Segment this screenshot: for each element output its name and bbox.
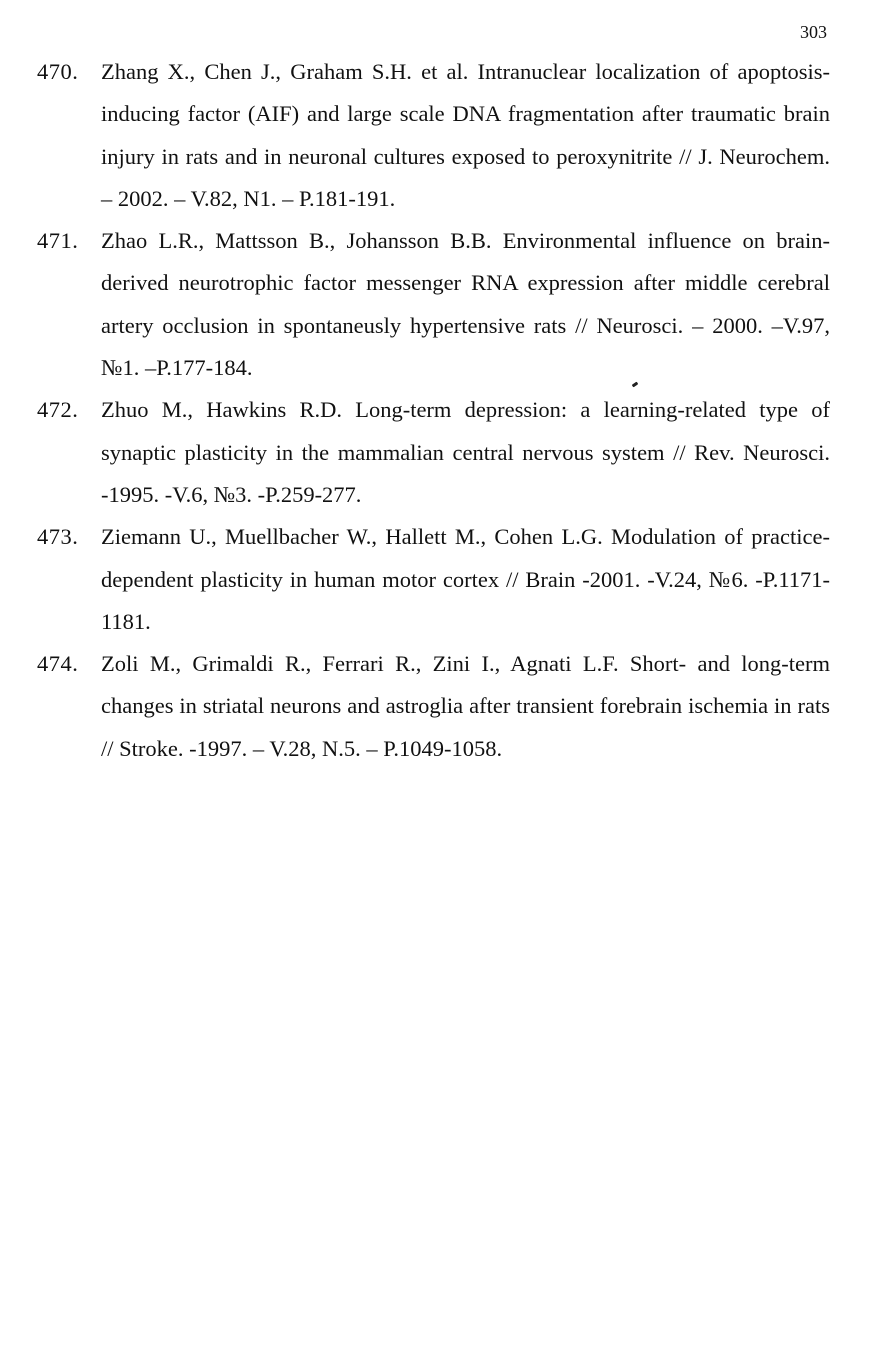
reference-item bbox=[37, 51, 830, 220]
reference-list bbox=[37, 51, 830, 770]
reference-text: Ziemann U., Muellbacher W., Hallett M., Cohen L.G. Modulation of practice-dependent plasticity in human motor cortex // Brain -2001. -V.24, №6. -P.1171-1181. bbox=[101, 524, 830, 634]
reference-number: 474. bbox=[37, 651, 79, 677]
reference-number: 473. bbox=[37, 524, 79, 550]
reference-item bbox=[37, 389, 830, 516]
reference-number: 471. bbox=[37, 228, 79, 254]
reference-number: 470. bbox=[37, 59, 79, 84]
reference-item bbox=[37, 643, 830, 770]
reference-item bbox=[37, 516, 830, 643]
reference-item bbox=[37, 220, 830, 389]
reference-text: Zoli M., Grimaldi R., Ferrari R., Zini I., Agnati L.F. Short- and long-term changes in striatal neurons and astroglia after transient forebrain ischemia in rats // Stroke. -1997. – V.28, N.5. – P.1049-1058. bbox=[101, 651, 830, 761]
reference-text: Zhang X., Chen J., Graham S.H. et al. Intranuclear localization of apoptosis-inducing factor (AIF) and large scale DNA fragmentation after traumatic brain injury in rats and in neuronal cultures exposed to peroxynitrite // J. Neurochem. – 2002. – V.82, N1. – P.181-191. bbox=[101, 59, 830, 211]
reference-text: Zhao L.R., Mattsson B., Johansson B.B. Environmental influence on brain-derived neurotrophic factor messenger RNA expression after middle cerebral artery occlusion in spontaneusly hypertensive rats // Neurosci. – 2000. –V.97, №1. –P.177-184. bbox=[101, 228, 830, 381]
page-number: 303 bbox=[800, 22, 827, 42]
reference-text: Zhuo M., Hawkins R.D. Long-term depression: a learning-related type of synaptic plasticity in the mammalian central nervous system // Rev. Neurosci. -1995. -V.6, №3. -P.259-277. bbox=[101, 397, 830, 507]
reference-number: 472. bbox=[37, 397, 79, 423]
